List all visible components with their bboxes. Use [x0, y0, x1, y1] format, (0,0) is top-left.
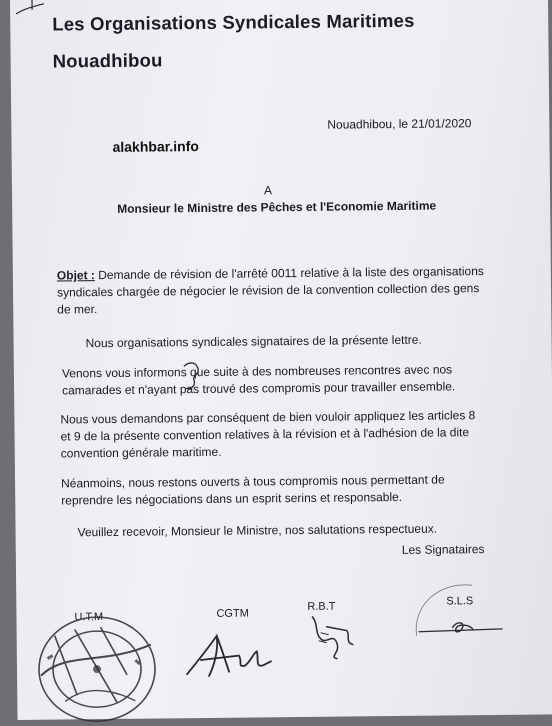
letter-page: [10, 0, 552, 720]
date-line: Nouadhibou, le 21/01/2020: [327, 116, 472, 132]
cgtm-label: CGTM: [216, 607, 249, 620]
sls-label: S.L.S: [446, 595, 474, 608]
paragraph-2-line-1: Venons vous informons que suite à des nombreuses rencontres avec nos: [61, 362, 453, 381]
org-name-heading: Les Organisations Syndicales Maritimes: [52, 9, 415, 35]
objet-label: Objet :: [56, 268, 95, 283]
objet-line-3: de mer.: [57, 302, 98, 317]
watermark: alakhbar.info: [112, 138, 199, 155]
corner-pen-mark: [12, 0, 52, 20]
signatories-label: Les Signataires: [401, 542, 485, 557]
utm-label: U.T.M: [74, 611, 104, 624]
recipient-name: Monsieur le Ministre des Pêches et l'Economie Maritime: [117, 198, 437, 216]
sls-signature: [416, 613, 506, 644]
closing-line: Veuillez recevoir, Monsieur le Ministre, nos salutations respectueux.: [77, 521, 438, 540]
rbt-signature: [306, 612, 367, 663]
paragraph-3-line-1: Nous vous demandons par conséquent de bien vouloir appliquez les articles 8: [60, 408, 476, 427]
paragraph-3-line-2: et 9 de la présente convention relatives à la révision et à l'adhésion de la dite: [60, 425, 470, 444]
cgtm-signature: [177, 621, 278, 682]
paragraph-4-line-1: Néanmoins, nous restons ouverts à tous compromis nous permettant de: [60, 472, 445, 491]
handwritten-correction-mark: [182, 358, 212, 394]
rbt-label: R.B.T: [307, 600, 336, 613]
recipient-to: A: [263, 183, 273, 198]
city-heading: Nouadhibou: [52, 49, 163, 72]
objet-text-1: Demande de révision de l'arrêté 0011 relative à la liste des organisations: [94, 264, 484, 283]
paragraph-3-line-3: convention générale maritime.: [60, 444, 222, 461]
objet-line-2: syndicales chargée de négocier le révision de la convention collection des gens: [56, 281, 480, 300]
paragraph-1: Nous organisations syndicales signataires de la présente lettre.: [85, 332, 422, 351]
paragraph-2-line-2: camarades et n'ayant pas trouvé des compromis pour travailler ensemble.: [62, 379, 456, 398]
paragraph-4-line-2: reprendre les négociations dans un esprit serins et responsable.: [61, 489, 403, 508]
